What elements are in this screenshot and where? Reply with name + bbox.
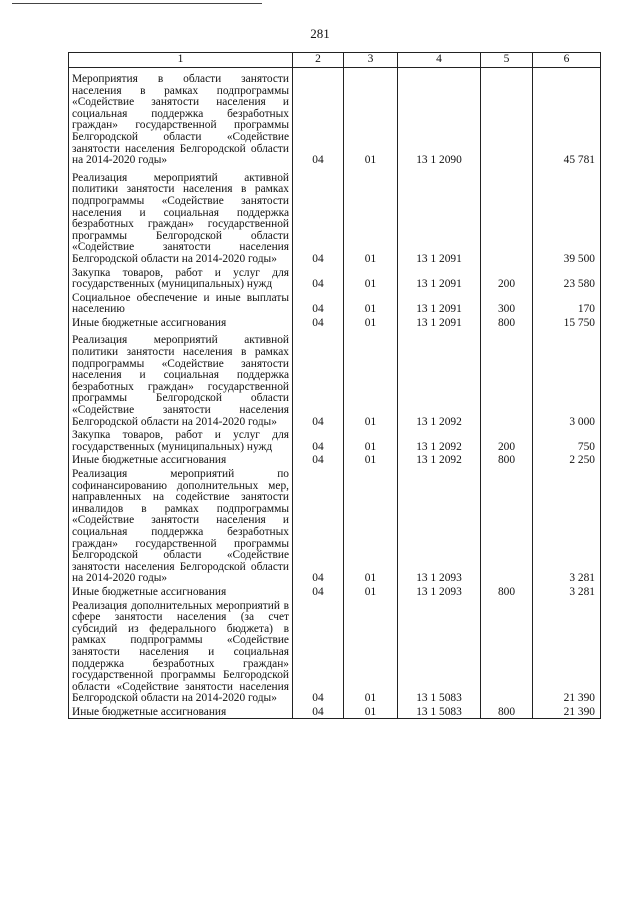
row-section: 04 [293, 428, 344, 453]
row-amount: 39 500 [533, 171, 601, 266]
row-name: Иные бюджетные ассигнования [69, 316, 293, 330]
row-amount: 2 250 [533, 453, 601, 467]
row-expense-type [481, 72, 533, 167]
row-expense-type [481, 171, 533, 266]
row-target-code: 13 1 2092 [398, 453, 481, 467]
row-name: Реализация мероприятий по софинансированию дополнительных мер, направленных на содействие занятости инвалидов в рамках подпрограммы «Содействие занятости населения и социальная поддержка безработных граждан» государственной программы Белгородской области «Содействие занятости населения Белгородской области на 2014-2020 годы» [69, 467, 293, 585]
row-name: Реализация дополнительных мероприятий в сфере занятости населения (за счет субсидий из федерального бюджета) в рамках подпрограммы «Содействие занятости населения и социальная поддержка безработных граждан» государственной программы Белгородской области «Содействие занятости населения Белгородской области на 2014-2020 годы» [69, 599, 293, 705]
row-section: 04 [293, 453, 344, 467]
row-section: 04 [293, 316, 344, 330]
row-section: 04 [293, 333, 344, 428]
row-section: 04 [293, 705, 344, 719]
header-row [69, 53, 601, 68]
budget-table [68, 52, 601, 719]
row-subsection: 01 [344, 333, 398, 428]
row-target-code: 13 1 5083 [398, 705, 481, 719]
row-name: Мероприятия в области занятости населения в рамках подпрограммы «Содействие занятости населения и социальная поддержка безработных граждан» государственной программы Белгородской области «Содействие занятости населения Белгородской области на 2014-2020 годы» [69, 72, 293, 167]
row-amount: 3 000 [533, 333, 601, 428]
row-amount: 750 [533, 428, 601, 453]
row-target-code: 13 1 2091 [398, 266, 481, 291]
row-subsection: 01 [344, 467, 398, 585]
row-target-code: 13 1 5083 [398, 599, 481, 705]
row-target-code: 13 1 2092 [398, 333, 481, 428]
row-section: 04 [293, 72, 344, 167]
row-subsection: 01 [344, 585, 398, 599]
row-name: Реализация мероприятий активной политики занятости населения в рамках подпрограммы «Содействие занятости населения и социальная поддержка безработных граждан» государственной программы Белгородской области «Содействие занятости населения Белгородской области на 2014-2020 годы» [69, 171, 293, 266]
row-subsection: 01 [344, 72, 398, 167]
table-row [69, 171, 601, 266]
table-row [69, 291, 601, 316]
row-name: Закупка товаров, работ и услуг для государственных (муниципальных) нужд [69, 428, 293, 453]
row-amount: 170 [533, 291, 601, 316]
table-row [69, 333, 601, 428]
row-target-code: 13 1 2092 [398, 428, 481, 453]
row-subsection: 01 [344, 171, 398, 266]
row-target-code: 13 1 2093 [398, 467, 481, 585]
row-subsection: 01 [344, 266, 398, 291]
row-expense-type: 800 [481, 705, 533, 719]
table-row [69, 72, 601, 167]
header-col-6: 6 [533, 53, 601, 68]
row-amount: 3 281 [533, 467, 601, 585]
row-target-code: 13 1 2091 [398, 171, 481, 266]
row-section: 04 [293, 599, 344, 705]
header-col-1: 1 [69, 53, 293, 68]
row-target-code: 13 1 2090 [398, 72, 481, 167]
row-amount: 15 750 [533, 316, 601, 330]
table-row [69, 266, 601, 291]
row-expense-type: 800 [481, 316, 533, 330]
table-row [69, 467, 601, 585]
header-col-2: 2 [293, 53, 344, 68]
row-section: 04 [293, 585, 344, 599]
row-expense-type [481, 467, 533, 585]
row-name: Закупка товаров, работ и услуг для государственных (муниципальных) нужд [69, 266, 293, 291]
row-name: Иные бюджетные ассигнования [69, 705, 293, 719]
header-col-3: 3 [344, 53, 398, 68]
row-section: 04 [293, 266, 344, 291]
page-number: 281 [310, 26, 330, 41]
table-row [69, 585, 601, 599]
table-row [69, 599, 601, 705]
row-name: Иные бюджетные ассигнования [69, 585, 293, 599]
row-section: 04 [293, 467, 344, 585]
row-name: Реализация мероприятий активной политики занятости населения в рамках подпрограммы «Содействие занятости населения и социальная поддержка безработных граждан» государственной программы Белгородской области «Содействие занятости населения Белгородской области на 2014-2020 годы» [69, 333, 293, 428]
row-section: 04 [293, 291, 344, 316]
row-amount: 3 281 [533, 585, 601, 599]
row-expense-type [481, 599, 533, 705]
row-expense-type: 200 [481, 428, 533, 453]
row-subsection: 01 [344, 291, 398, 316]
table-row [69, 316, 601, 330]
row-expense-type: 200 [481, 266, 533, 291]
top-rule [12, 3, 262, 4]
table-row [69, 705, 601, 719]
row-section: 04 [293, 171, 344, 266]
row-amount: 23 580 [533, 266, 601, 291]
row-name: Иные бюджетные ассигнования [69, 453, 293, 467]
table-row [69, 453, 601, 467]
row-expense-type: 800 [481, 585, 533, 599]
row-target-code: 13 1 2091 [398, 291, 481, 316]
row-name: Социальное обеспечение и иные выплаты населению [69, 291, 293, 316]
row-amount: 21 390 [533, 599, 601, 705]
row-amount: 45 781 [533, 72, 601, 167]
row-expense-type: 800 [481, 453, 533, 467]
row-target-code: 13 1 2093 [398, 585, 481, 599]
row-amount: 21 390 [533, 705, 601, 719]
table-row [69, 428, 601, 453]
row-subsection: 01 [344, 599, 398, 705]
row-target-code: 13 1 2091 [398, 316, 481, 330]
row-subsection: 01 [344, 316, 398, 330]
row-expense-type [481, 333, 533, 428]
row-subsection: 01 [344, 705, 398, 719]
row-subsection: 01 [344, 428, 398, 453]
header-col-5: 5 [481, 53, 533, 68]
row-expense-type: 300 [481, 291, 533, 316]
row-subsection: 01 [344, 453, 398, 467]
header-col-4: 4 [398, 53, 481, 68]
